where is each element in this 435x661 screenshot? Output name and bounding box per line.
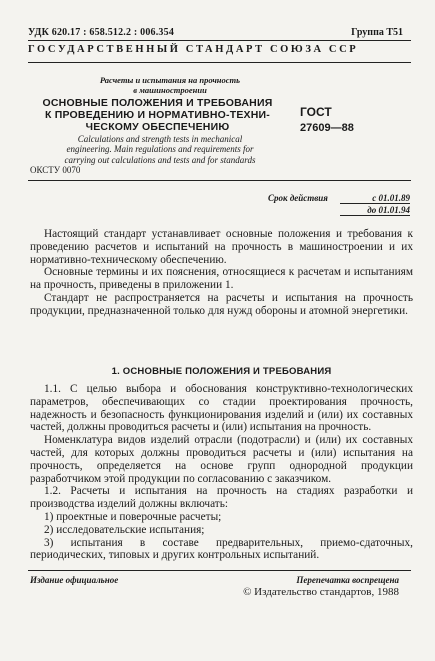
footer-rule xyxy=(28,570,411,571)
top-rule xyxy=(28,40,411,41)
copyright-line: © Издательство стандартов, 1988 xyxy=(243,586,399,598)
okstu-code: ОКСТУ 0070 xyxy=(30,165,81,175)
header-bottom-rule xyxy=(28,180,411,181)
title-line: ЧЕСКОМУ ОБЕСПЕЧЕНИЮ xyxy=(85,121,230,133)
standard-title: ГОСУДАРСТВЕННЫЙ СТАНДАРТ СОЮЗА ССР xyxy=(28,44,359,55)
intro-paragraph: Стандарт не распространяется на расчеты и испытания на прочность продукции, предназначенной только для нужд обороны и атомной энергетики. xyxy=(30,291,413,317)
intro-paragraph: Основные термины и их пояснения, относящиеся к расчетам и испытаниям на прочность, приведены в приложении 1. xyxy=(30,266,413,292)
validity-label: Срок действия xyxy=(268,193,328,203)
list-item: 3) испытания в составе предварительных, приемо-сдаточных, периодических, типовых и других контрольных испытаний. xyxy=(30,536,413,562)
paragraph-1-2: 1.2. Расчеты и испытания на прочность на стадиях разработки и производства изделий должны включать: xyxy=(30,485,413,511)
section-body xyxy=(30,383,413,562)
list-item: 1) проектные и поверочные расчеты; xyxy=(44,510,222,523)
category-line: в машиностроении xyxy=(133,85,207,95)
english-title xyxy=(30,134,290,165)
udk-code: УДК 620.17 : 658.512.2 : 006.354 xyxy=(28,27,175,38)
gost-label: ГОСТ xyxy=(300,105,332,119)
category-heading xyxy=(70,75,270,95)
reprint-notice: Перепечатка воспрещена xyxy=(296,575,399,585)
title-line: ОСНОВНЫЕ ПОЛОЖЕНИЯ И ТРЕБОВАНИЯ xyxy=(42,97,273,109)
english-line: Calculations and strength tests in mechanical xyxy=(77,134,243,144)
gost-number: 27609—88 xyxy=(300,122,354,134)
title-rule xyxy=(28,62,411,63)
paragraph-1-1: 1.1. С целью выбора и обоснования конструктивно-технологических параметров, обеспечивающих со стадии проектирования прочность, надежность и безопасность функционирования изделий и (или) их составных частей, должны проводиться расчеты и (или) испытания на прочность. xyxy=(30,383,413,434)
validity-to: до 01.01.94 xyxy=(340,205,410,216)
english-line: carrying out calculations and tests and for standards xyxy=(64,154,256,165)
document-title xyxy=(30,97,285,133)
category-line: Расчеты и испытания на прочность xyxy=(99,75,241,85)
paragraph-nomenclature: Номенклатура видов изделий отрасли (подотрасли) и (или) их составных частей, для которых должны проводиться расчеты и (или) испытания на прочность, определяется на основе групп однородной продукции разработчиком этой продукции по согласованию с заказчиком. xyxy=(30,434,413,485)
section-heading: 1. ОСНОВНЫЕ ПОЛОЖЕНИЯ И ТРЕБОВАНИЯ xyxy=(111,366,332,377)
official-edition-label: Издание официальное xyxy=(30,575,119,585)
title-line: К ПРОВЕДЕНИЮ И НОРМАТИВНО-ТЕХНИ- xyxy=(45,109,270,121)
list-item: 2) исследовательские испытания; xyxy=(44,523,205,536)
intro-text xyxy=(30,228,413,318)
validity-from: с 01.01.89 xyxy=(340,193,410,204)
intro-paragraph: Настоящий стандарт устанавливает основные положения и требования к проведению расчетов и испытаний на прочность в машиностроении и их нормативно-техническому обеспечению. xyxy=(30,228,413,266)
group-code: Группа Т51 xyxy=(351,27,403,38)
english-line: engineering. Main regulations and requirements for xyxy=(66,144,254,155)
